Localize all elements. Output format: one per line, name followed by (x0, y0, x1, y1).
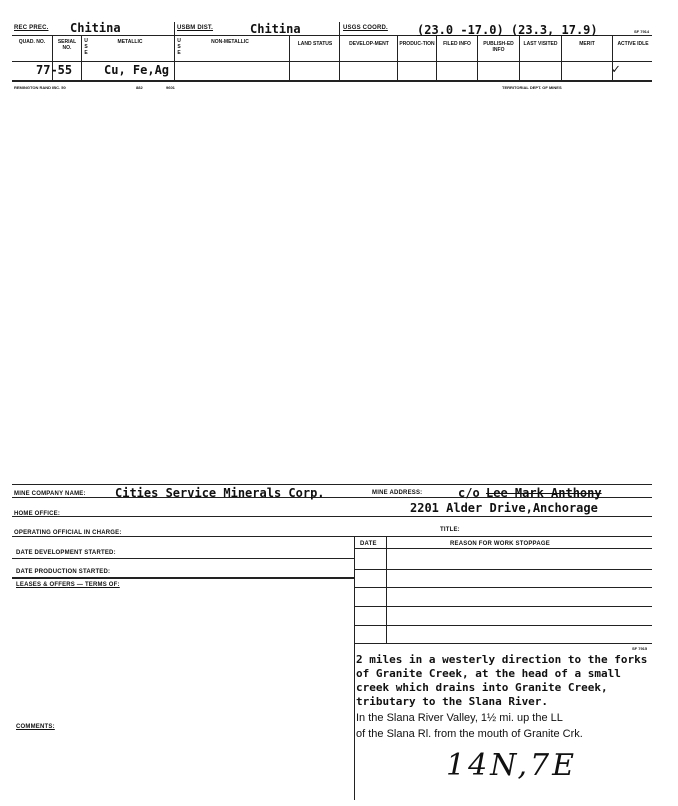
metallic-value: Cu, Fe,Ag (104, 63, 170, 77)
quad-serial-value: 77-55 (36, 63, 73, 77)
stoppage-row-line (354, 643, 652, 644)
top-card-divider (174, 22, 175, 80)
top-card-divider (289, 35, 290, 80)
merit-header: MERIT (579, 41, 595, 47)
leases-offers-label: LEASES & OFFERS — TERMS OF: (16, 582, 120, 588)
stoppage-row-line (354, 587, 652, 588)
location-line-2: of Granite Creek, at the head of a small (356, 667, 621, 680)
metallic-header: METALLIC (117, 39, 143, 45)
bottom-card-divider (354, 536, 355, 800)
mine-address-struck-name: Lee Mark Anthony (486, 486, 602, 500)
location-line-4: tributary to the Slana River. (356, 695, 549, 708)
bottom-form-number: SF 7915 (632, 646, 648, 651)
top-card-divider (339, 22, 340, 80)
bottom-card-rule (12, 577, 354, 579)
title-label: TITLE: (440, 527, 460, 533)
top-card-rule-3 (12, 80, 652, 82)
top-card-divider (397, 35, 398, 80)
use-right-header: U S E (177, 38, 181, 56)
quad-no-header: QUAD. NO. (18, 39, 46, 45)
usbm-dist-label: USBM DIST. (177, 25, 214, 31)
location-line-1: 2 miles in a westerly direction to the forks (356, 653, 648, 666)
top-card-divider (519, 35, 520, 80)
top-form-number: SF 7914 (634, 29, 650, 34)
operating-official-label: OPERATING OFFICIAL IN CHARGE: (14, 530, 122, 536)
stoppage-row-line (354, 569, 652, 570)
land-status-header: LAND STATUS (297, 41, 333, 47)
location-printed-line-2: of the Slana Rl. from the mouth of Granite Crk. (356, 728, 583, 740)
mine-company-name-value: Cities Service Minerals Corp. (115, 486, 325, 500)
top-card-rule-2 (12, 61, 652, 62)
mine-company-name-label: MINE COMPANY NAME: (14, 491, 86, 497)
filed-info-header: FILED INFO (443, 41, 471, 47)
date-header: DATE (360, 541, 377, 547)
rec-prec-label: REC PREC. (14, 25, 49, 31)
mine-address-label: MINE ADDRESS: (372, 490, 423, 496)
mine-address-street: 2201 Alder Drive,Anchorage (410, 501, 598, 515)
handwritten-township-range: 14N,7E (446, 748, 578, 783)
usgs-coord-label: USGS COORD. (343, 25, 388, 31)
date-development-started-label: DATE DEVELOPMENT STARTED: (16, 550, 116, 556)
location-line-3: creek which drains into Granite Creek, (356, 681, 608, 694)
footer-code-1: 882 (136, 85, 143, 90)
territorial-dept-footer: TERRITORIAL DEPT. OF MINES (502, 85, 562, 90)
stoppage-row-line (354, 625, 652, 626)
top-card-divider (477, 35, 478, 80)
use-left-header: U S E (84, 38, 88, 56)
active-idle-header: ACTIVE IDLE (617, 41, 649, 47)
home-office-label: HOME OFFICE: (14, 511, 61, 517)
bottom-card-top-edge (12, 484, 652, 485)
printer-credit: REMINGTON RAND IBC. 50 (14, 85, 66, 90)
location-printed-line-1: In the Slana River Valley, 1½ mi. up the LL (356, 712, 563, 724)
top-card-divider (436, 35, 437, 80)
published-info-header: PUBLISH-ED INFO (483, 41, 514, 53)
reason-for-work-stoppage-header: REASON FOR WORK STOPPAGE (450, 541, 550, 547)
serial-no-header: SERIAL NO. (57, 39, 77, 51)
mine-address-prefix: c/o (458, 486, 480, 500)
usgs-coord-value: (23.0 -17.0) (23.3, 17.9) (417, 23, 598, 37)
date-production-started-label: DATE PRODUCTION STARTED: (16, 569, 111, 575)
comments-label: COMMENTS: (16, 724, 55, 730)
bottom-card-rule (12, 558, 354, 559)
top-card-divider (81, 35, 82, 80)
usbm-dist-value: Chitina (250, 22, 301, 36)
last-visited-header: LAST VISITED (523, 41, 558, 47)
production-header: PRODUC-TION (399, 41, 435, 47)
non-metallic-header: NON-METALLIC (211, 39, 249, 45)
top-card-divider (561, 35, 562, 80)
development-header: DEVELOP-MENT (349, 41, 389, 47)
active-check-mark: ✓ (612, 62, 620, 77)
rec-prec-value: Chitina (70, 21, 121, 35)
bottom-card-divider (386, 536, 387, 643)
bottom-card-rule (354, 548, 652, 549)
bottom-card-rule (12, 516, 652, 517)
stoppage-row-line (354, 606, 652, 607)
footer-code-2: 9601 (166, 85, 175, 90)
